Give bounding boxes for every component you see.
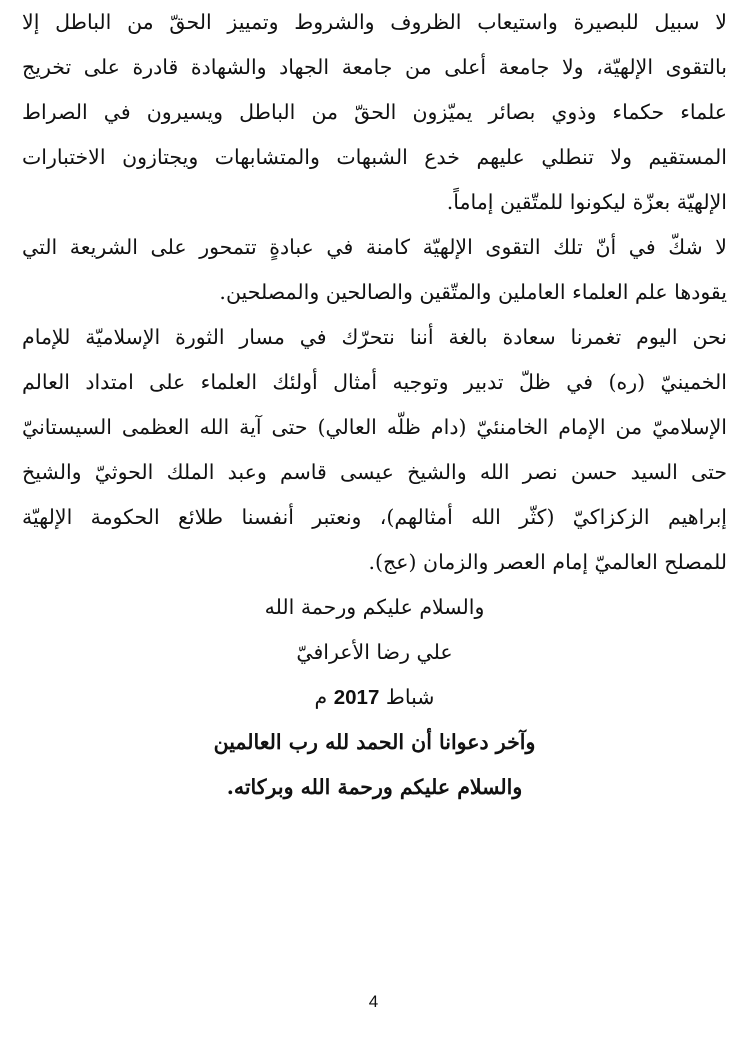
date-month: شباط [385, 685, 435, 709]
paragraph-line: الخمينيّ (ره) في ظلّ تدبير وتوجيه أمثال أولئك العلماء على امتداد العالم [22, 370, 727, 394]
paragraph-line: بالتقوى الإلهيّة، ولا جامعة أعلى من جامعة الجهاد والشهادة قادرة على تخريج [22, 55, 727, 79]
date-era: م [314, 685, 328, 709]
paragraph-line: لا سبيل للبصيرة واستيعاب الظروف والشروط وتمييز الحقّ من الباطل إلا [22, 10, 727, 34]
date-year: 2017 [333, 686, 380, 709]
paragraph-line: الإسلاميّ من الإمام الخامنئيّ (دام ظلّه العالي) حتى آية الله العظمى السيستانيّ [22, 415, 727, 439]
paragraph-line: للمصلح العالميّ إمام العصر والزمان (عج). [368, 550, 727, 574]
paragraph-3 [22, 315, 727, 585]
paragraph-line: الإلهيّة بعزّة ليكونوا للمتّقين إماماً. [446, 190, 727, 214]
paragraph-line: يقودها علم العلماء العاملين والمتّقين والصالحين والمصلحين. [219, 280, 727, 304]
paragraph-line: نحن اليوم تغمرنا سعادة بالغة أننا نتحرّك في مسار الثورة الإسلاميّة للإمام [22, 325, 727, 349]
paragraph-line: حتى السيد حسن نصر الله والشيخ عيسى قاسم وعبد الملك الحوثيّ والشيخ [22, 460, 727, 484]
closing-block [22, 585, 727, 810]
document-page [22, 0, 727, 1049]
paragraph-line: لا شكّ في أنّ تلك التقوى الإلهيّة كامنة في عبادةٍ تتمحور على الشريعة التي [22, 235, 727, 259]
page-number: 4 [368, 992, 379, 1011]
final-salam: والسلام عليكم ورحمة الله وبركاته. [226, 775, 523, 799]
paragraph-line: إبراهيم الزكزاكيّ (كثّر الله أمثالهم)، ونعتبر أنفسنا طلائع الحكومة الإلهيّة [22, 505, 727, 529]
paragraph-line: علماء حكماء وذوي بصائر يميّزون الحقّ من الباطل ويسيرون في الصراط [22, 100, 727, 124]
paragraph-2 [22, 225, 727, 315]
closing-dua: وآخر دعوانا أن الحمد لله رب العالمين [213, 730, 536, 754]
author-name: علي رضا الأعرافيّ [296, 640, 453, 664]
paragraph-1 [22, 0, 727, 225]
date-line [22, 675, 727, 720]
closing-salam: والسلام عليكم ورحمة الله [264, 595, 485, 619]
paragraph-line: المستقيم ولا تنطلي عليهم خدع الشبهات والمتشابهات ويجتازون الاختبارات [22, 145, 727, 169]
